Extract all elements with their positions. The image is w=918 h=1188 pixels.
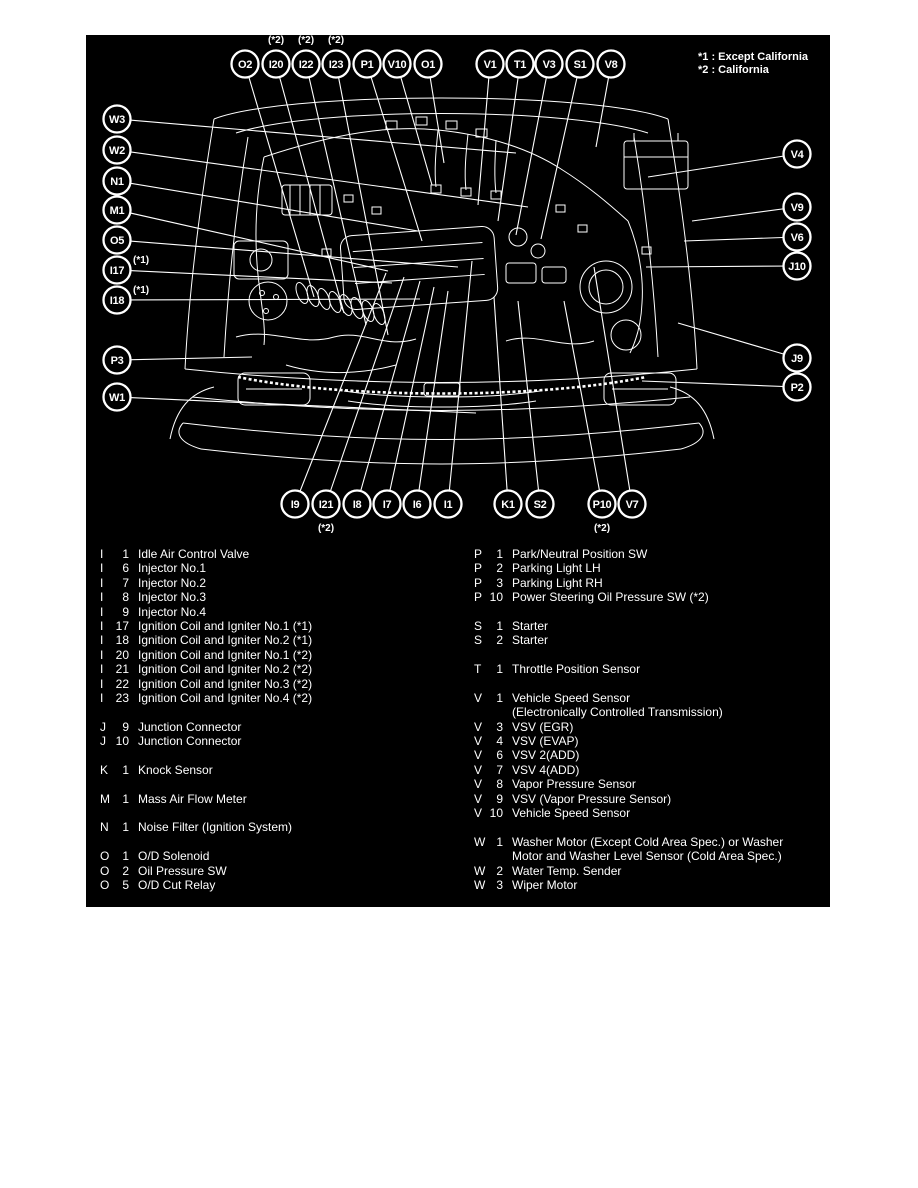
callout-label-S2: S2 xyxy=(533,499,547,511)
legend-row-O2: O 2 Oil Pressure SW xyxy=(100,863,227,878)
legend-row-I9: I 9 Injector No.4 xyxy=(100,604,207,619)
leader-line-W1 xyxy=(117,397,476,413)
callout-label-I7: I7 xyxy=(382,499,392,511)
leader-line-S1 xyxy=(541,64,580,239)
legend-row-V9: V 9 VSV (Vapor Pressure Sensor) xyxy=(474,791,672,806)
legend-row-I21: I 21 Ignition Coil and Igniter No.2 (*2) xyxy=(100,662,313,677)
callout-label-V4: V4 xyxy=(790,149,804,161)
callout-label-V7: V7 xyxy=(625,499,639,511)
legend-row-P1: P 1 Park/Neutral Position SW xyxy=(474,547,648,561)
legend-row-I1: I 1 Idle Air Control Valve xyxy=(100,547,250,561)
legend-row-I7: I 7 Injector No.2 xyxy=(100,575,207,590)
callout-label-W3: W3 xyxy=(109,114,125,126)
leader-line-J10 xyxy=(646,266,797,267)
callout-label-O1: O1 xyxy=(420,59,436,71)
callout-label-I20: I20 xyxy=(268,59,284,71)
leader-line-I18 xyxy=(117,299,420,300)
legend-gap xyxy=(474,820,826,834)
legend-gap xyxy=(474,648,826,662)
callout-label-I18: I18 xyxy=(109,295,125,307)
callout-label-W2: W2 xyxy=(109,145,125,157)
legend-gap xyxy=(100,835,462,849)
leader-line-P3 xyxy=(117,357,252,360)
legend-column-right xyxy=(474,547,826,892)
callout-label-O5: O5 xyxy=(109,235,125,247)
legend-row-W2: W 2 Water Temp. Sender xyxy=(474,863,622,878)
leader-line-V6 xyxy=(684,237,797,241)
leader-line-I6 xyxy=(417,291,448,504)
callout-tag-I23: (*2) xyxy=(327,35,345,46)
legend-row-S2: S 2 Starter xyxy=(474,633,549,648)
callout-label-V1: V1 xyxy=(483,59,497,71)
leader-line-I21 xyxy=(326,277,404,504)
callout-tag-I21: (*2) xyxy=(317,523,335,534)
leader-line-W3 xyxy=(117,119,516,153)
footnote-2: *2 : California xyxy=(698,64,769,76)
callout-label-I9: I9 xyxy=(290,499,300,511)
legend-gap xyxy=(474,605,826,619)
leader-line-P10 xyxy=(564,301,602,504)
legend-row-M1: M 1 Mass Air Flow Meter xyxy=(100,791,247,806)
callout-label-V8: V8 xyxy=(604,59,618,71)
legend-row-O1: O 1 O/D Solenoid xyxy=(100,849,210,864)
legend-row-W1: W 1 Washer Motor (Except Cold Area Spec.) or Washer xyxy=(474,834,784,849)
diagram-panel xyxy=(86,35,830,907)
callout-tag-P10: (*2) xyxy=(593,523,611,534)
legend-row-V6: V 6 VSV 2(ADD) xyxy=(474,748,580,763)
legend-column-left xyxy=(100,547,462,892)
callout-label-W1: W1 xyxy=(109,392,125,404)
legend-row-I8: I 8 Injector No.3 xyxy=(100,590,207,605)
legend-gap xyxy=(100,806,462,820)
leader-line-I22 xyxy=(306,64,366,325)
leader-line-V9 xyxy=(692,207,797,221)
legend-row-T1: T 1 Throttle Position Sensor xyxy=(474,662,641,677)
callout-label-I21: I21 xyxy=(318,499,334,511)
callout-label-O2: O2 xyxy=(237,59,253,71)
legend-gap xyxy=(474,677,826,691)
leader-line-P2 xyxy=(642,381,797,387)
legend-row-I23: I 23 Ignition Coil and Igniter No.4 (*2) xyxy=(100,690,313,705)
legend-row-N1: N 1 Noise Filter (Ignition System) xyxy=(100,820,293,835)
callout-label-V9: V9 xyxy=(790,202,804,214)
callout-label-J10: J10 xyxy=(788,261,806,273)
callout-label-V10: V10 xyxy=(387,59,407,71)
legend-row-W3: W 3 Wiper Motor xyxy=(474,877,578,892)
callout-markers xyxy=(104,35,811,534)
callout-label-P1: P1 xyxy=(360,59,374,71)
callout-label-I6: I6 xyxy=(412,499,422,511)
legend-row-continuation: (Electronically Controlled Transmission) xyxy=(512,705,723,720)
callout-label-I22: I22 xyxy=(298,59,314,71)
callout-label-I1: I1 xyxy=(443,499,453,511)
callout-label-J9: J9 xyxy=(791,353,803,365)
callout-tag-I17: (*1) xyxy=(133,255,150,266)
legend-row-J9: J 9 Junction Connector xyxy=(100,719,242,734)
callout-label-I17: I17 xyxy=(109,265,125,277)
callout-label-P3: P3 xyxy=(110,355,124,367)
callout-tag-I20: (*2) xyxy=(267,35,285,46)
legend-row-K1: K 1 Knock Sensor xyxy=(100,762,213,777)
leader-line-V3 xyxy=(516,64,549,235)
leader-line-S2 xyxy=(518,301,540,504)
leader-line-K1 xyxy=(494,297,508,504)
legend-row-J10: J 10 Junction Connector xyxy=(100,734,242,749)
legend-row-V3: V 3 VSV (EGR) xyxy=(474,719,574,734)
legend-row-P2: P 2 Parking Light LH xyxy=(474,561,601,576)
callout-label-I23: I23 xyxy=(328,59,344,71)
callout-label-N1: N1 xyxy=(110,176,124,188)
legend-row-V10: V 10 Vehicle Speed Sensor xyxy=(474,806,631,821)
legend-row-V4: V 4 VSV (EVAP) xyxy=(474,734,579,749)
callout-label-K1: K1 xyxy=(501,499,515,511)
legend-gap xyxy=(100,777,462,791)
legend-row-S1: S 1 Starter xyxy=(474,618,549,633)
callout-label-I8: I8 xyxy=(352,499,362,511)
callout-label-S1: S1 xyxy=(573,59,587,71)
callout-tag-I18: (*1) xyxy=(133,285,150,296)
leader-line-I17 xyxy=(117,270,392,283)
callout-tag-I22: (*2) xyxy=(297,35,315,46)
legend-gap xyxy=(100,748,462,762)
legend-row-P3: P 3 Parking Light RH xyxy=(474,575,603,590)
footnote-1: *1 : Except California xyxy=(698,51,809,63)
callout-label-V6: V6 xyxy=(790,232,804,244)
callout-label-T1: T1 xyxy=(513,59,527,71)
legend-row-O5: O 5 O/D Cut Relay xyxy=(100,877,216,892)
leader-line-O2 xyxy=(245,64,314,297)
leader-line-V1 xyxy=(478,64,490,205)
legend-row-I18: I 18 Ignition Coil and Igniter No.2 (*1) xyxy=(100,633,313,648)
callout-label-P10: P10 xyxy=(592,499,612,511)
callout-label-V3: V3 xyxy=(542,59,556,71)
callout-label-M1: M1 xyxy=(109,205,125,217)
legend-row-P10: P 10 Power Steering Oil Pressure SW (*2) xyxy=(474,590,709,605)
callout-label-P2: P2 xyxy=(790,382,804,394)
legend-row-continuation: Motor and Washer Level Sensor (Cold Area Spec.) xyxy=(512,849,782,864)
legend-row-I20: I 20 Ignition Coil and Igniter No.1 (*2) xyxy=(100,647,313,662)
leader-lines xyxy=(117,64,797,504)
legend-row-V8: V 8 Vapor Pressure Sensor xyxy=(474,777,636,792)
legend-row-V1: V 1 Vehicle Speed Sensor xyxy=(474,690,631,705)
leader-line-N1 xyxy=(117,181,418,231)
legend-row-I6: I 6 Injector No.1 xyxy=(100,561,207,576)
legend-row-I17: I 17 Ignition Coil and Igniter No.1 (*1) xyxy=(100,618,313,633)
legend-row-I22: I 22 Ignition Coil and Igniter No.3 (*2) xyxy=(100,676,313,691)
legend-gap xyxy=(100,705,462,719)
legend-row-V7: V 7 VSV 4(ADD) xyxy=(474,762,580,777)
